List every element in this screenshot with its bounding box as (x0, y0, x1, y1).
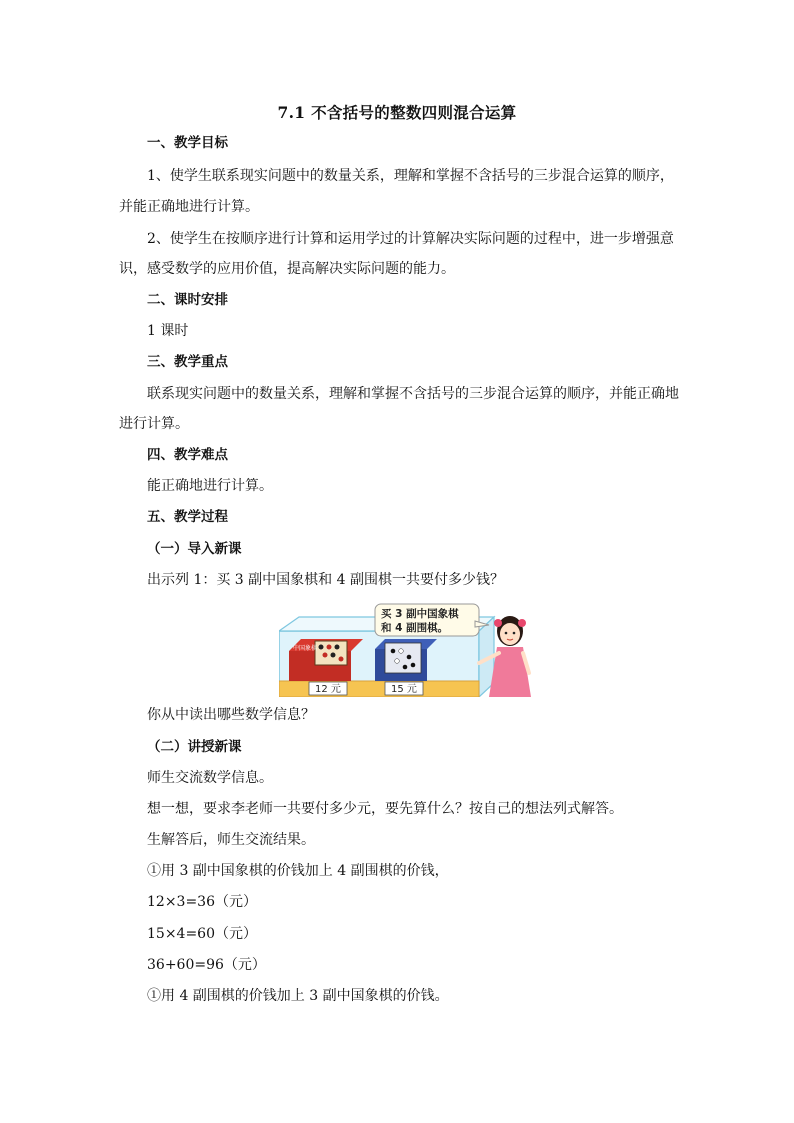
go-stone-icon (399, 649, 404, 654)
step-2-text: 想一想，要求李老师一共要付多少元，要先算什么？按自己的想法列式解答。 (147, 801, 623, 817)
chess-shop-illustration (279, 603, 534, 697)
speech-bubble (375, 604, 489, 636)
section-heading-difficulties: 四、教学难点 (147, 447, 228, 463)
go-stone-icon (391, 649, 396, 654)
calculation-1: 12×3=36（元） (147, 894, 257, 910)
girl-eye (513, 632, 516, 635)
subsection-heading-intro: （一）导入新课 (147, 541, 242, 557)
goal-2-line-1: 2、使学生在按顺序进行计算和运用学过的计算解决实际问题的过程中，进一步增强意 (147, 231, 674, 247)
illustration-svg (279, 603, 534, 697)
goal-2-line-2: 识，感受数学的应用价值，提高解决实际问题的能力。 (119, 261, 455, 277)
go-stone-icon (407, 655, 412, 660)
step-3-text: 生解答后，师生交流结果。 (147, 832, 315, 848)
key-points-line-1: 联系现实问题中的数量关系，理解和掌握不含括号的三步混合运算的顺序，并能正确地 (147, 386, 679, 402)
subsection-heading-new-lesson: （二）讲授新课 (147, 739, 242, 755)
section-heading-goals: 一、教学目标 (147, 135, 228, 151)
step-1-text: 师生交流数学信息。 (147, 770, 273, 786)
section-heading-key-points: 三、教学重点 (147, 354, 228, 370)
chess-piece-icon (339, 657, 344, 662)
go-stone-icon (395, 659, 400, 664)
chess-piece-icon (323, 653, 328, 658)
chess-piece-icon (319, 645, 324, 650)
speech-line-1: 买 3 副中国象棋 (381, 608, 459, 620)
girl-hair-bow (494, 619, 502, 627)
go-stone-icon (403, 665, 408, 670)
difficulty-text: 能正确地进行计算。 (147, 478, 273, 494)
girl-eye (505, 632, 508, 635)
chess-piece-icon (331, 653, 336, 658)
method-2-text: ①用 4 副围棋的价钱加上 3 副中国象棋的价钱。 (147, 988, 449, 1004)
document-title: 7.1 不含括号的整数四则混合运算 (277, 103, 517, 122)
girl-face (500, 623, 520, 645)
goal-1-line-1: 1、使学生联系现实问题中的数量关系，理解和掌握不含括号的三步混合运算的顺序， (147, 168, 674, 184)
section-heading-process: 五、教学过程 (147, 509, 228, 525)
girl-hair-bow (518, 619, 526, 627)
chess-box-label: 中国象棋 (293, 645, 318, 652)
chess-piece-icon (327, 645, 332, 650)
calculation-3: 36+60=96（元） (147, 957, 266, 973)
speech-line-2: 和 4 副围棋。 (381, 622, 449, 634)
price-go: 15 元 (391, 684, 417, 695)
chess-board-window (315, 641, 347, 665)
example-text: 出示列 1：买 3 副中国象棋和 4 副围棋一共要付多少钱？ (147, 572, 504, 588)
key-points-line-2: 进行计算。 (119, 416, 189, 432)
chess-piece-icon (335, 645, 340, 650)
hours-text: 1 课时 (147, 323, 189, 339)
section-heading-hours: 二、课时安排 (147, 292, 228, 308)
price-chess: 12 元 (315, 684, 341, 695)
question-text: 你从中读出哪些数学信息？ (147, 707, 315, 723)
go-stone-icon (411, 663, 416, 668)
goal-1-line-2: 并能正确地进行计算。 (119, 199, 259, 215)
calculation-2: 15×4=60（元） (147, 926, 257, 942)
method-1-text: ①用 3 副中国象棋的价钱加上 4 副围棋的价钱， (147, 863, 449, 879)
go-board (385, 643, 421, 673)
